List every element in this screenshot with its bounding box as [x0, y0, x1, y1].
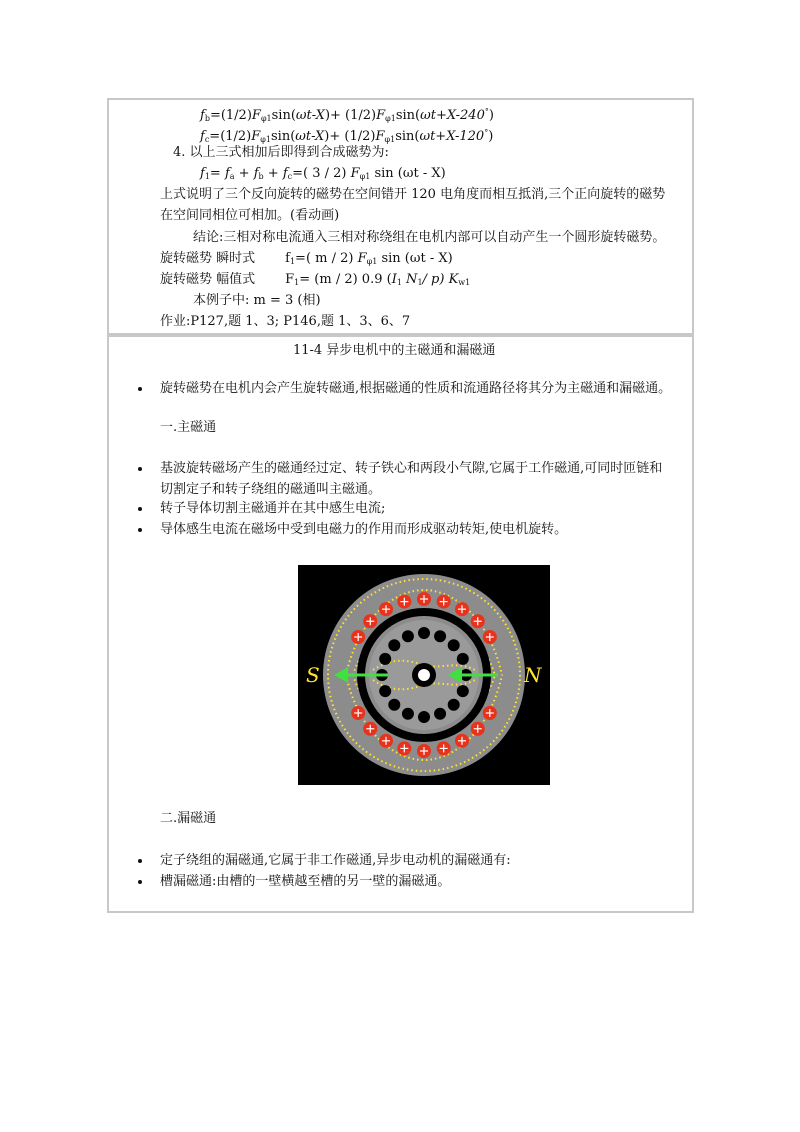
north-pole-label: N	[524, 663, 542, 687]
leak-bullet-2: 槽漏磁通:由槽的一壁横越至槽的另一壁的漏磁通。	[160, 874, 451, 889]
stator-slot	[455, 734, 469, 748]
bullet-dot	[138, 859, 142, 863]
rotor-bar	[418, 627, 430, 639]
conclusion-text: 结论:三相对称电流通入三相对称绕组在电机内部可以自动产生一个圆形旋转磁势。	[193, 230, 666, 245]
rotor-bar	[457, 685, 469, 697]
stator-slot	[471, 722, 485, 736]
stator-slot	[363, 614, 377, 628]
stator-slot	[397, 741, 411, 755]
bullet-dot	[138, 528, 142, 532]
stator-slot	[483, 630, 497, 644]
stator-slot	[417, 592, 431, 606]
stator-slot	[455, 602, 469, 616]
bullet-dot	[138, 387, 142, 391]
example-text: 本例子中: m = 3 (相)	[193, 293, 321, 308]
stator-slot	[379, 602, 393, 616]
stator-slot	[483, 706, 497, 720]
main-bullet-1-line-2: 切割定子和转子绕组的磁通叫主磁通。	[160, 482, 382, 497]
amplitude-formula: 旋转磁势 幅值式 $F_1= (m / 2)$ 0.9 ($I_1$ $N_1/$ p) $K_{w1}$	[160, 272, 471, 287]
rotor-bar	[388, 699, 400, 711]
equation-sum: $f_1= f_a + f_b + f_c=$( 3 / 2) $F_{\varphi 1}$ sin (ωt - X)	[200, 166, 446, 181]
shaft	[418, 669, 430, 681]
stator-slot	[363, 722, 377, 736]
main-flux-heading: 一.主磁通	[160, 420, 217, 435]
instantaneous-formula: 旋转磁势 瞬时式 $f_1=$( m / 2) $F_{\varphi 1}$ sin (ωt - X)	[160, 251, 453, 266]
motor-flux-figure	[298, 565, 550, 785]
stator-slot	[417, 744, 431, 758]
rotor-bar	[379, 685, 391, 697]
homework-text: 作业:P127,题 1、3; P146,题 1、3、6、7	[160, 314, 411, 329]
section-title: 11-4 异步电机中的主磁通和漏磁通	[293, 343, 496, 358]
intro-text: 旋转磁势在电机内会产生旋转磁通,根据磁通的性质和流通路径将其分为主磁通和漏磁通。	[160, 381, 672, 396]
stator-slot	[437, 595, 451, 609]
rotor-bar	[457, 653, 469, 665]
stator-slot	[379, 734, 393, 748]
bullet-dot	[138, 507, 142, 511]
rotor-bar	[434, 630, 446, 642]
leak-bullet-1: 定子绕组的漏磁通,它属于非工作磁通,异步电动机的漏磁通有:	[160, 853, 511, 868]
stator-slot	[471, 614, 485, 628]
main-bullet-2: 转子导体切割主磁通并在其中感生电流;	[160, 501, 386, 516]
rotor-bar	[388, 639, 400, 651]
rotor-bar	[418, 711, 430, 723]
stator-slot	[437, 741, 451, 755]
rotor-bar	[402, 630, 414, 642]
stator-slot	[351, 706, 365, 720]
rotor-bar	[402, 708, 414, 720]
bullet-dot	[138, 467, 142, 471]
rotor-bar	[448, 699, 460, 711]
south-pole-label: S	[306, 663, 320, 687]
main-bullet-1-line-1: 基波旋转磁场产生的磁通经过定、转子铁心和两段小气隙,它属于工作磁通,可同时匝链和	[160, 461, 663, 476]
equation-fc: $f_c=(1/2)F_{\varphi 1}\sin(\omega t-X)+ (1/2)F_{\varphi 1}\sin(\omega t+X-120^\circ)$	[200, 128, 494, 144]
stator-slot	[397, 595, 411, 609]
main-bullet-3: 导体感生电流在磁场中受到电磁力的作用而形成驱动转矩,使电机旋转。	[160, 522, 568, 537]
equation-fb: $f_b=(1/2)F_{\varphi 1}\sin(\omega t-X)+ (1/2)F_{\varphi 1}\sin(\omega t+X-240^\circ)$	[200, 107, 494, 123]
item-4-text: 4. 以上三式相加后即得到合成磁势为:	[173, 145, 389, 160]
stator-slot	[351, 630, 365, 644]
bullet-dot	[138, 880, 142, 884]
rotor-bar	[448, 639, 460, 651]
leakage-flux-heading: 二.漏磁通	[160, 811, 217, 826]
rotor-bar	[434, 708, 446, 720]
rotor-bar	[379, 653, 391, 665]
explanation-line-1: 上式说明了三个反向旋转的磁势在空间错开 120 电角度而相互抵消,三个正向旋转的磁势	[160, 187, 666, 202]
explanation-line-2: 在空间同相位可相加。(看动画)	[160, 208, 340, 223]
